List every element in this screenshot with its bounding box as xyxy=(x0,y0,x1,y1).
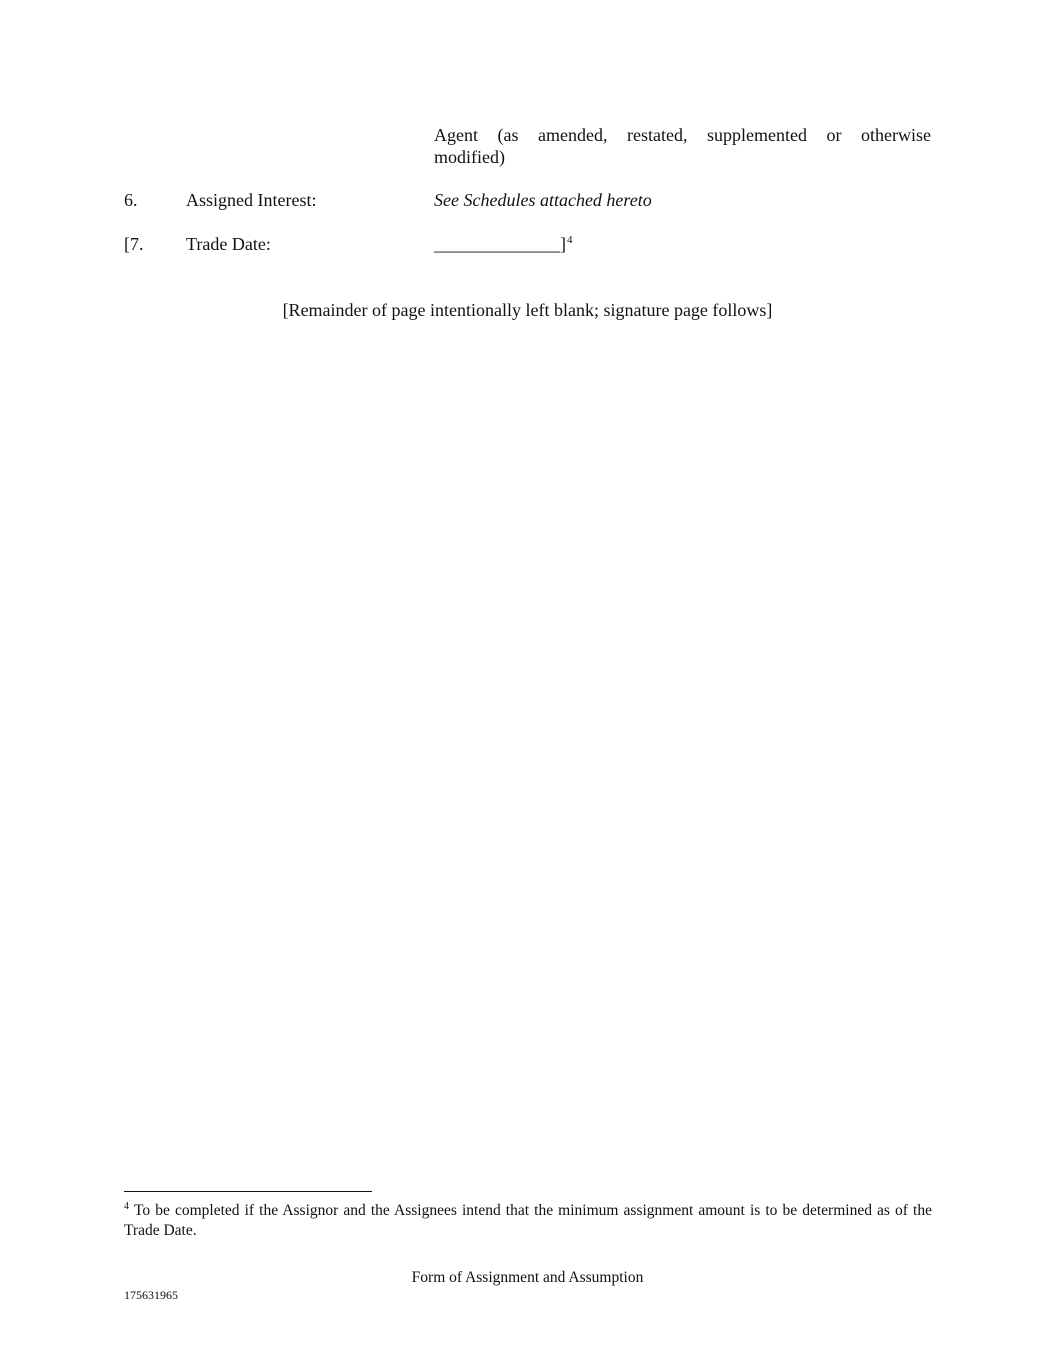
continuation-line-2: modified) xyxy=(434,147,505,167)
continuation-line-1: Agent (as amended, restated, supplemented or otherwise xyxy=(434,125,931,145)
remainder-note: [Remainder of page intentionally left blank; signature page follows] xyxy=(282,300,773,320)
item-number: 6. xyxy=(124,190,138,210)
item-number: [7. xyxy=(124,234,144,254)
item-label: Assigned Interest: xyxy=(186,190,317,210)
footnote xyxy=(124,1201,932,1241)
footer-title: Form of Assignment and Assumption xyxy=(411,1269,644,1286)
item-value: See Schedules attached hereto xyxy=(434,190,652,210)
footnote-marker: 4 xyxy=(124,1201,129,1212)
item-label: Trade Date: xyxy=(186,234,271,254)
footnote-text: To be completed if the Assignor and the Assignees intend that the minimum assignment amount is to be determined as of the Trade Date. xyxy=(124,1202,932,1239)
agent-continuation-text xyxy=(434,124,931,168)
trade-date-blank-line: ______________] xyxy=(434,234,566,254)
item-value-blank xyxy=(434,233,573,255)
footnote-separator xyxy=(124,1191,372,1192)
document-id: 175631965 xyxy=(124,1288,178,1302)
footnote-reference[interactable]: 4 xyxy=(567,234,573,246)
